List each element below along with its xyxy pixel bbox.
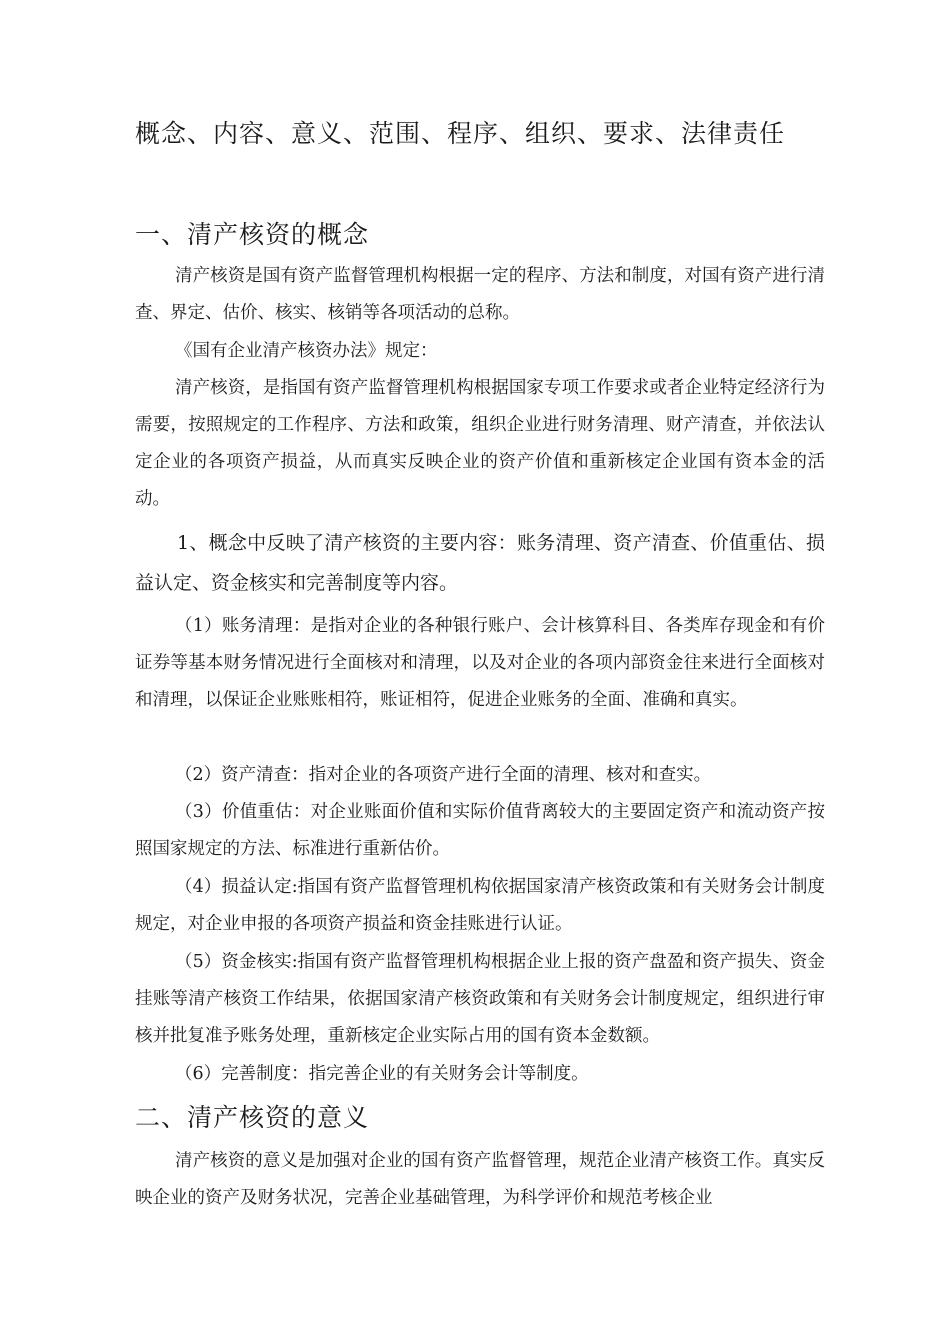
list-item-improve-system: （6）完善制度：指完善企业的有关财务会计等制度。 [175,1064,589,1084]
list-item-asset-check: （2）资产清查：指对企业的各项资产进行全面的清理、核对和查实。 [175,765,712,785]
paragraph-definition: 清产核资是国有资产监督管理机构根据一定的程序、方法和制度，对国有资产进行清查、界定、估价、核实、核销等各项活动的总称。 [135,266,825,323]
paragraph-main-content: 1、概念中反映了清产核资的主要内容：账务清理、资产清查、价值重估、损益认定、资金核实和完善制度等内容。 [135,532,825,594]
section-heading-significance: 二、清产核资的意义 [135,1103,370,1132]
document-title: 概念、内容、意义、范围、程序、组织、要求、法律责任 [135,119,786,148]
list-item-profit-loss: （4）损益认定:指国有资产监督管理机构依据国家清产核资政策和有关财务会计制度规定，对企业申报的各项资产损益和资金挂账进行认证。 [135,877,825,934]
list-item-revaluation: （3）价值重估：对企业账面价值和实际价值背离较大的主要固定资产和流动资产按照国家规定的方法、标准进行重新估价。 [135,802,825,859]
paragraph-regulation-ref: 《国有企业清产核资办法》规定： [175,341,438,361]
paragraph-significance: 清产核资的意义是加强对企业的国有资产监督管理，规范企业清产核资工作。真实反映企业的资产及财务状况，完善企业基础管理，为科学评价和规范考核企业 [135,1151,825,1208]
section-heading-concept: 一、清产核资的概念 [135,220,370,249]
list-item-capital-verify: （5）资金核实:指国有资产监督管理机构根据企业上报的资产盘盈和资产损失、资金挂账等清产核资工作结果，依据国家清产核资政策和有关财务会计制度规定，组织进行审核并批复准予账务处理，重新核定企业实际占用的国有资本金数额。 [135,952,825,1046]
list-item-account-clearing: （1）账务清理：是指对企业的各种银行账户、会计核算科目、各类库存现金和有价证券等基本财务情况进行全面核对和清理，以及对企业的各项内部资金往来进行全面核对和清理，以保证企业账账相符，账证相符，促进企业账务的全面、准确和真实。 [135,616,825,710]
paragraph-regulation-text: 清产核资，是指国有资产监督管理机构根据国家专项工作要求或者企业特定经济行为需要，按照规定的工作程序、方法和政策，组织企业进行财务清理、财产清查，并依法认定企业的各项资产损益，从而真实反映企业的资产价值和重新核定企业国有资本金的活动。 [135,378,825,509]
